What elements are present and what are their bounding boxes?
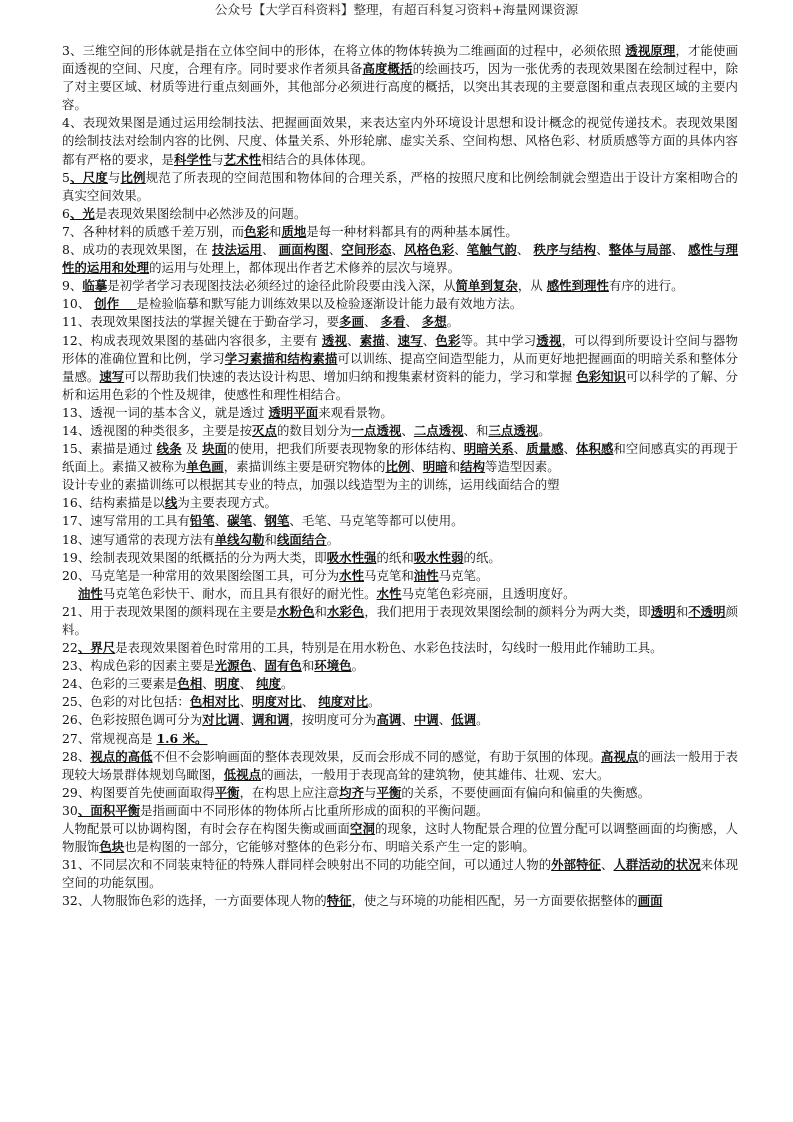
- key-term: 线: [164, 495, 178, 511]
- text-run: 。: [476, 712, 489, 728]
- key-term: 高视点: [601, 748, 639, 764]
- key-term: 简单到复杂: [455, 278, 518, 294]
- key-term: 色块: [99, 839, 125, 855]
- key-term: 吸水性强: [326, 549, 377, 565]
- paragraph-8: [62, 295, 738, 313]
- paragraph-10: [62, 332, 738, 404]
- key-term: 高度概括: [362, 61, 413, 77]
- paragraph-15: [62, 494, 738, 512]
- key-term: 低视点: [223, 766, 262, 782]
- text-run: ，我们把用于表现效果图绘制的颜料分为两大类，即: [364, 603, 651, 619]
- paragraph-6: [62, 241, 738, 277]
- key-term: 体积感: [576, 441, 614, 457]
- text-run: 、: [438, 712, 452, 728]
- text-run: 和: [264, 531, 277, 547]
- paragraph-14: [62, 476, 738, 494]
- key-term: 水性: [339, 567, 365, 583]
- key-term: 特征: [326, 893, 352, 909]
- text-run: 有序的进行。: [608, 278, 684, 294]
- text-run: 与: [211, 151, 224, 167]
- text-run: 、: [454, 242, 467, 258]
- text-run: 。: [368, 694, 381, 710]
- text-run: 为主要表现方式。: [177, 495, 277, 511]
- key-term: 素描: [359, 332, 385, 348]
- text-run: 、: [262, 242, 279, 258]
- key-term: 调和调: [252, 712, 290, 728]
- text-run: 马克笔色彩亮丽，且透明度好。: [401, 585, 576, 601]
- text-run: 的运用与处理上，都体现出作者艺术修养的层次与境界。: [149, 260, 461, 276]
- key-term: 中调: [413, 712, 439, 728]
- text-run: 、毛笔、马克笔等都可以使用。: [289, 513, 464, 529]
- key-term: 比例: [120, 169, 146, 185]
- paragraph-27: [62, 730, 738, 748]
- paragraph-9: [62, 313, 738, 331]
- key-term: 明暗: [422, 459, 448, 475]
- paragraph-5: [62, 223, 738, 241]
- key-term: 平衡: [214, 784, 240, 800]
- key-term: 透视原理: [625, 43, 676, 58]
- paragraph-11: [62, 404, 738, 422]
- key-term: 灭点: [252, 422, 277, 438]
- text-run: 、: [422, 332, 436, 348]
- text-run: 、: [364, 314, 381, 330]
- paragraph-12: [62, 422, 738, 440]
- key-term: 速写: [397, 332, 423, 348]
- key-term: 秩序与结构: [533, 242, 597, 258]
- paragraph-33: [62, 892, 738, 910]
- key-term: 低调: [451, 712, 477, 728]
- text-run: 、: [410, 459, 423, 475]
- paragraph-30: [62, 802, 738, 820]
- key-term: 单线勾勒: [214, 531, 265, 547]
- text-run: 和: [675, 603, 689, 619]
- text-run: 、: [405, 314, 422, 330]
- key-term: 质地: [281, 223, 307, 239]
- key-term: 吸水性弱: [413, 549, 464, 565]
- paragraph-28: [62, 748, 738, 784]
- key-term: 水粉色: [277, 603, 315, 619]
- text-run: 可以训练、提高空间造型能力，从而更好地把握画面的明暗关系和整体分量感。: [62, 350, 739, 384]
- key-term: 、光: [69, 205, 95, 221]
- text-run: 是表现效果图着色时常用的工具，特别是在用水粉色、水彩色技法时，勾线时一般用此作辅助工具。: [115, 640, 663, 656]
- key-term: 整体与局部: [608, 242, 672, 258]
- text-run: 7、各种材料的质感千差万别，而: [62, 223, 245, 239]
- text-run: ，使之与环境的功能相匹配，另一方面要依据整体的: [351, 893, 638, 909]
- key-term: 学习素描和结构素描: [224, 350, 338, 366]
- key-term: 碳笔: [227, 513, 253, 529]
- text-run: 颜料。: [62, 603, 739, 637]
- key-term: 视点的高低: [90, 748, 153, 764]
- key-term: 透明平面: [268, 404, 319, 420]
- key-term: 纯度: [256, 676, 281, 692]
- key-term: 不透明: [688, 603, 726, 619]
- text-run: 规范了所表现的空间范围和物体间的合理关系，严格的按照尺度和比例绘制就会塑造出于设计方案相吻合的真实空间效果。: [62, 169, 738, 203]
- text-run: 22: [62, 640, 78, 656]
- text-run: 8、成功的表现效果图，在: [62, 242, 212, 258]
- text-run: 14、透视图的种类很多，主要是按: [62, 422, 253, 438]
- text-run: 及: [181, 441, 203, 457]
- text-run: 的绘画技巧，因为一张优秀的表现效果图在绘制过程中，除了对主要区域、材质等进行重点刻画外，其他部分必须进行高度的概括，以突出其表现的主要意图和重点表现区域的主要内容。: [62, 61, 739, 113]
- text-run: 马克笔。: [438, 567, 489, 583]
- text-run: 、: [601, 857, 614, 873]
- text-run: 5: [62, 169, 70, 185]
- text-run: 、: [384, 332, 398, 348]
- key-term: 质量感: [526, 441, 564, 457]
- text-run: ，在构思上应注意: [239, 784, 340, 800]
- text-run: 、和: [463, 422, 489, 438]
- text-run: 是表现效果图绘制中必然涉及的问题。: [94, 205, 307, 221]
- text-run: 、: [516, 242, 534, 258]
- text-run: ，才能使画面透视的空间、尺度，合理有序。同时要求作者须具备: [62, 43, 739, 77]
- text-run: 25、色彩的对比包括：: [62, 694, 190, 710]
- text-run: 相结合的具体体现。: [261, 151, 374, 167]
- text-run: 11、表现效果图技法的掌握关键在于勤奋学习，要: [62, 314, 340, 330]
- paragraph-25: [62, 693, 738, 711]
- text-run: 17、速写常用的工具有: [62, 513, 190, 529]
- text-run: 30: [62, 802, 78, 818]
- text-run: 、: [391, 242, 405, 258]
- key-term: 色彩知识: [576, 368, 626, 384]
- text-run: 的使用，把我们所要表现物象的形体结构、: [227, 441, 464, 457]
- key-term: 明暗关系: [463, 441, 514, 457]
- key-term: 空间形态: [341, 242, 392, 258]
- text-run: 的关系，不要使画面有偏向和偏重的失衡感。: [401, 784, 651, 800]
- text-run: 27、常规视高是: [62, 730, 157, 746]
- text-run: 设计专业的素描训练可以根据其专业的特点，加强以线造型为主的训练，运用线面结合的塑: [62, 477, 560, 493]
- text-run: 18、速写通常的表现方法有: [62, 531, 215, 547]
- key-term: 、尺度: [69, 169, 108, 185]
- key-term: 环境色: [314, 658, 352, 674]
- key-term: 感性到理性: [546, 278, 609, 294]
- text-run: 可以帮助我们快速的表达设计构思、增加归纳和搜集素材资料的能力，学习和掌握: [124, 368, 577, 384]
- key-term: 技法运用: [211, 242, 263, 258]
- paragraph-19: [62, 567, 738, 585]
- key-term: 艺术性: [223, 151, 262, 167]
- text-run: 10、: [62, 296, 95, 312]
- paragraph-4: [62, 205, 738, 223]
- key-term: 高调: [376, 712, 402, 728]
- text-run: 也是构图的一部分，它能够对整体的色彩分布、明暗关系产生一定的影响。: [124, 839, 535, 855]
- key-term: 透明: [650, 603, 676, 619]
- key-term: 1.6 米。: [156, 730, 208, 746]
- key-term: 、界尺: [77, 640, 116, 656]
- text-run: 、: [596, 242, 609, 258]
- text-run: 19、绘制表现效果图的纸概括的分为两大类，即: [62, 549, 327, 565]
- key-term: 人群活动的状况: [613, 857, 701, 873]
- text-run: 来观看景物。: [318, 404, 393, 420]
- key-term: 油性: [77, 585, 103, 601]
- text-run: 。: [326, 531, 340, 547]
- text-run: 和: [301, 658, 315, 674]
- text-run: 28、: [62, 748, 91, 764]
- key-term: 纯度对比: [318, 694, 369, 710]
- text-run: 4、表现效果图是通过运用绘制技法、把握画面效果，来表达室内外环境设计思想和设计概念的视觉传递技术。表现效果图的绘制技法对绘制内容的比例、尺度、体量关系、外形轮廓、虚实关系、空间构想、风格色彩、材质质感等方面的具体内容都有严格的要求，是: [62, 115, 738, 167]
- text-run: 16、结构素描是以: [62, 495, 165, 511]
- text-run: 、: [301, 694, 319, 710]
- text-run: 、: [252, 658, 265, 674]
- key-term: 对比调: [202, 712, 240, 728]
- paragraph-22: [62, 639, 738, 657]
- text-run: 的数目划分为: [276, 422, 352, 438]
- text-run: ，素描训练主要是研究物体的: [223, 459, 386, 475]
- page-header: 公众号【大学百科资料】整理，有超百科复习资料+海量网课资源: [214, 2, 579, 17]
- text-run: 是每一种材料都具有的两种基本属性。: [306, 223, 518, 239]
- text-run: 、: [239, 694, 253, 710]
- paragraph-2: [62, 114, 738, 168]
- text-run: 马克笔色彩快干、耐水，而且具有很好的耐光性。: [102, 585, 377, 601]
- key-term: 画面构图: [278, 242, 329, 258]
- paragraph-7: [62, 277, 738, 295]
- key-term: 画面: [637, 893, 663, 909]
- text-run: 、: [252, 513, 265, 529]
- text-run: 、: [239, 712, 253, 728]
- text-run: 、: [214, 513, 228, 529]
- paragraph-1: [62, 42, 738, 114]
- key-term: 色彩: [435, 332, 461, 348]
- paragraph-26: [62, 711, 738, 729]
- text-run: 32、人物服饰色彩的选择，一方面要体现人物的: [62, 893, 327, 909]
- text-run: 和: [447, 459, 461, 475]
- text-run: 的纸和: [376, 549, 414, 565]
- key-term: 铅笔: [189, 513, 215, 529]
- paragraph-3: [62, 169, 738, 205]
- key-term: 三点透视: [488, 422, 539, 438]
- key-term: 线条: [156, 441, 182, 457]
- text-run: 、: [563, 441, 577, 457]
- text-run: 与: [107, 169, 121, 185]
- text-run: 、: [401, 422, 414, 438]
- text-run: 和: [269, 223, 282, 239]
- key-term: 外部特征: [551, 857, 601, 873]
- text-run: 的画法一般用于表现较大场景群体规划鸟瞰图，: [62, 748, 738, 782]
- text-run: 20、马克笔是一种常用的效果图绘图工具，可分为: [62, 567, 340, 583]
- key-term: 油性: [413, 567, 439, 583]
- key-term: 、面积平衡: [77, 802, 141, 818]
- key-term: 多想: [421, 314, 447, 330]
- text-run: 人物配景可以协调构图，有时会存在构图失衡或画面: [62, 821, 350, 837]
- paragraph-31: [62, 820, 738, 856]
- text-run: [62, 586, 78, 601]
- key-term: 感性与理性的运用和处理: [62, 242, 739, 276]
- key-term: 透视: [536, 332, 562, 348]
- paragraph-18: [62, 549, 738, 567]
- key-term: 笔触气韵: [466, 242, 517, 258]
- text-run: ，可以得到所要设计空间与器物形体的准确位置和比例，学习: [62, 332, 738, 366]
- paragraph-32: [62, 856, 738, 892]
- text-run: ，从: [517, 278, 547, 294]
- text-run: 不但不会影响画面的整体表现效果，反而会形成不同的感觉，有助于氛围的体现。: [152, 748, 601, 764]
- text-run: 26、色彩按照色调可分为: [62, 712, 203, 728]
- text-run: 、: [202, 676, 215, 692]
- text-run: 等。其中学习: [460, 332, 537, 348]
- key-term: 平衡: [376, 784, 402, 800]
- key-term: 多画: [339, 314, 365, 330]
- paragraph-16: [62, 512, 738, 530]
- text-run: 来体现空间的功能氛围。: [62, 857, 739, 891]
- text-run: ，按明度可分为: [289, 712, 377, 728]
- key-term: 二点透视: [413, 422, 464, 438]
- key-term: 固有色: [264, 658, 302, 674]
- text-run: 15、素描是通过: [62, 441, 157, 457]
- text-run: 、: [328, 242, 342, 258]
- text-run: 的画法，一般用于表现高耸的建筑物，使其雄伟、壮观、宏大。: [261, 766, 610, 782]
- key-term: 钢笔: [264, 513, 290, 529]
- paragraph-17: [62, 531, 738, 549]
- paragraph-21: [62, 603, 738, 639]
- key-term: 单色画: [186, 459, 224, 475]
- paragraph-23: [62, 657, 738, 675]
- paragraph-24: [62, 675, 738, 693]
- key-term: 科学性: [173, 151, 212, 167]
- key-term: 临摹: [82, 278, 108, 294]
- text-run: 马克笔和: [364, 567, 414, 583]
- text-run: 可以科学的了解、分析和运用色彩的个性及规律，使感性和理性相结合。: [62, 368, 738, 402]
- paragraph-20: [62, 585, 738, 603]
- key-term: 光源色: [214, 658, 253, 674]
- text-run: 3、三维空间的形体就是指在立体空间中的形体，在将立体的物体转换为二维画面的过程中，必须依照: [62, 43, 626, 58]
- text-run: 、: [239, 676, 257, 692]
- key-term: 风格色彩: [404, 242, 455, 258]
- key-term: 色相: [177, 676, 203, 692]
- text-run: 12、构成表现效果图的基础内容很多，主要有: [62, 332, 322, 348]
- text-run: 23、构成色彩的因素主要是: [62, 658, 215, 674]
- key-term: 色彩: [244, 223, 269, 239]
- text-run: 、: [347, 332, 360, 348]
- key-term: 比例: [385, 459, 411, 475]
- text-run: 和: [314, 603, 327, 619]
- key-term: 明度对比: [252, 694, 302, 710]
- text-run: 24、色彩的三要素是: [62, 676, 178, 692]
- paragraph-13: [62, 440, 738, 476]
- text-run: 与: [364, 784, 377, 800]
- text-run: 等造型因素。: [485, 459, 560, 475]
- text-run: 的纸。: [463, 549, 501, 565]
- text-run: 和空间感真实的再现于纸面上。素描又被称为: [62, 441, 739, 475]
- key-term: 水性: [376, 585, 402, 601]
- text-run: 是检验临摹和默写能力训练效果以及检验逐渐设计能力最有效地方法。: [136, 296, 523, 312]
- key-term: 明度: [214, 676, 240, 692]
- text-run: 、: [401, 712, 414, 728]
- text-run: 、: [671, 242, 689, 258]
- document-body: [62, 42, 738, 911]
- key-term: 块面: [202, 441, 228, 457]
- text-run: 6: [62, 205, 70, 221]
- key-term: 线面结合: [276, 531, 327, 547]
- text-run: 29、构图要首先使画面取得: [62, 784, 215, 800]
- key-term: 速写: [99, 368, 125, 384]
- key-term: 空洞: [349, 821, 375, 837]
- key-term: 一点透视: [351, 422, 402, 438]
- text-run: 。: [538, 422, 551, 438]
- key-term: 色相对比: [189, 694, 240, 710]
- text-run: 。: [446, 314, 460, 330]
- key-term: 结构: [460, 459, 486, 475]
- key-term: 水彩色: [327, 603, 365, 619]
- text-run: 9、: [62, 278, 83, 294]
- key-term: 透视: [321, 332, 348, 348]
- text-run: 31、不同层次和不同装束特征的特殊人群同样会映射出不同的功能空间，可以通过人物的: [62, 857, 552, 873]
- key-term: 均齐: [339, 784, 365, 800]
- key-term: 创作: [94, 296, 137, 312]
- key-term: 多看: [380, 314, 406, 330]
- text-run: 。: [351, 658, 365, 674]
- text-run: 21、用于表现效果图的颜料现在主要是: [62, 603, 278, 619]
- paragraph-29: [62, 784, 738, 802]
- text-run: 。: [280, 676, 294, 692]
- text-run: 是初学者学习表现图技法必须经过的途径此阶段要由浅入深，从: [107, 278, 456, 294]
- text-run: 是指画面中不同形体的物体所占比重所形成的面积的平衡问题。: [140, 802, 489, 818]
- text-run: 的现象，这时人物配景合理的位置分配可以调整画面的均衡感，人物服饰: [62, 821, 738, 855]
- text-run: 、: [513, 441, 527, 457]
- text-run: 13、透视一词的基本含义，就是透过: [62, 404, 269, 420]
